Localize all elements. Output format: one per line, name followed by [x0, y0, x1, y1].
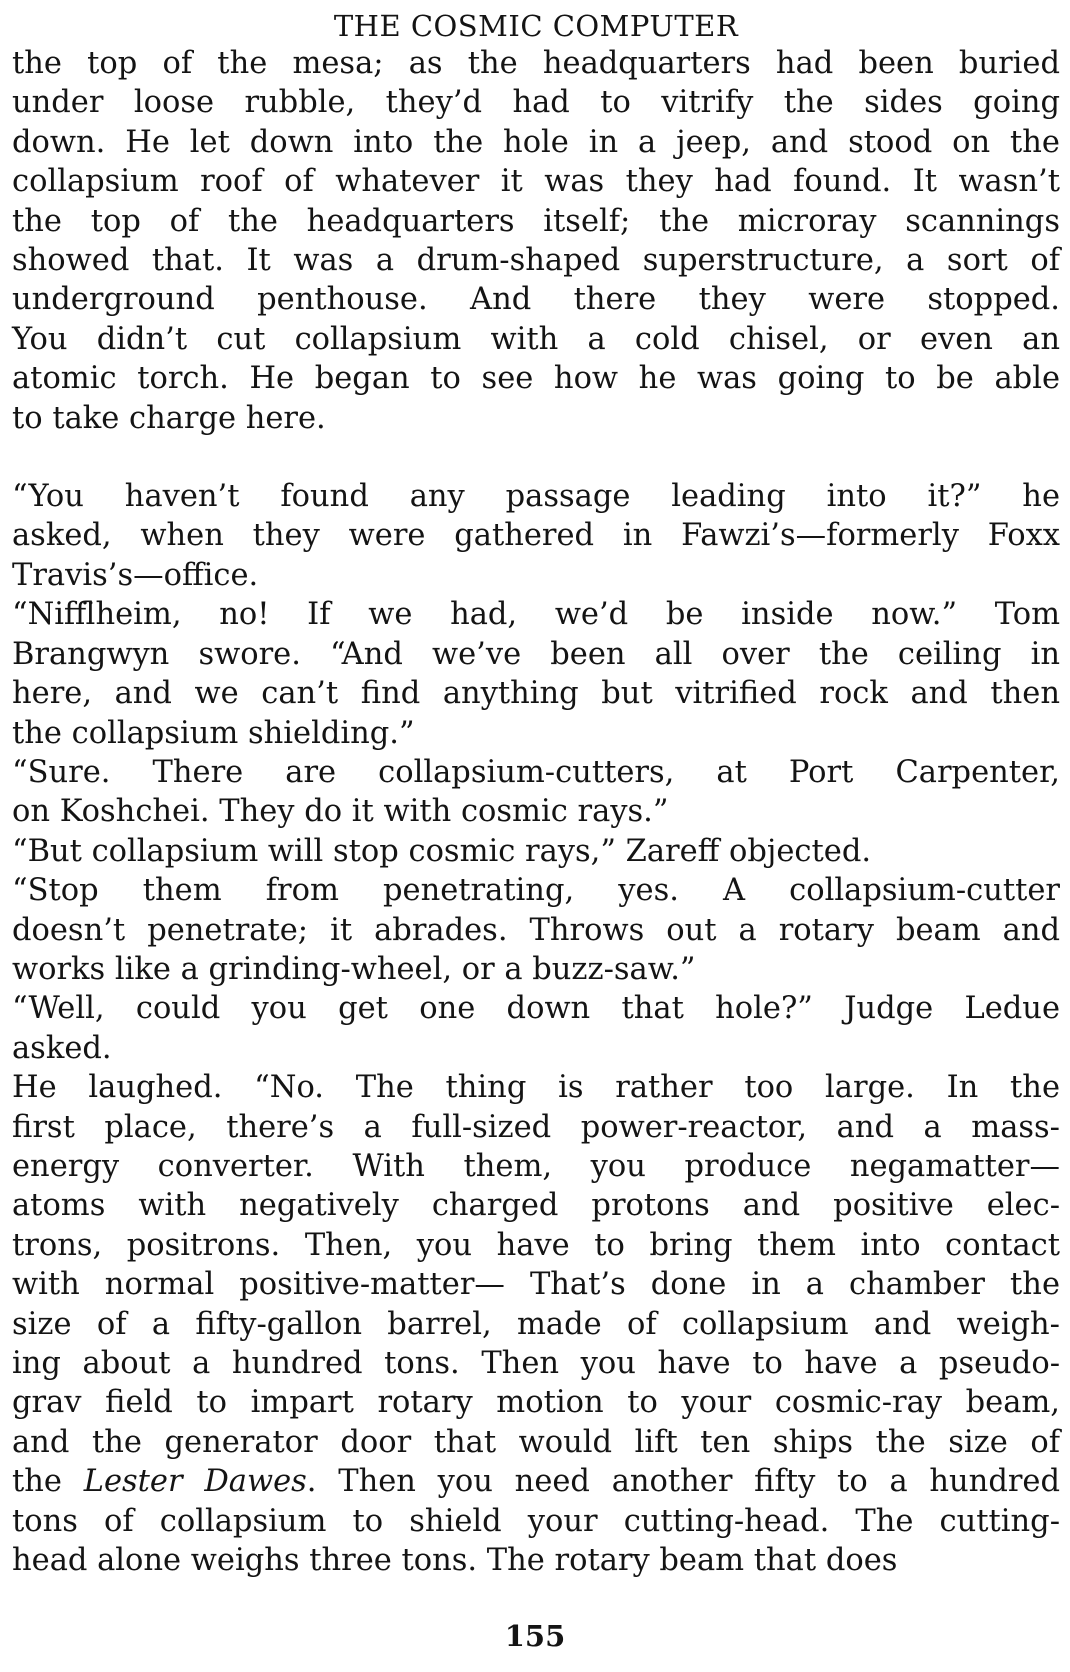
- text-line: atoms with negatively charged protons and positive elec-: [12, 1188, 1060, 1224]
- text-line: down. He let down into the hole in a jeep, and stood on the: [12, 124, 1060, 160]
- text-line: Travis’s—office.: [12, 557, 259, 593]
- paragraph: [12, 871, 1060, 989]
- text-line: first place, there’s a full-sized power-reactor, and a mass-: [12, 1109, 1060, 1145]
- text-line: works like a grinding-wheel, or a buzz-saw.”: [12, 951, 696, 987]
- text-line: asked, when they were gathered in Fawzi’s—formerly Foxx: [12, 518, 1060, 554]
- text-line: He laughed. “No. The thing is rather too large. In the: [12, 1070, 1060, 1106]
- text-line: “But collapsium will stop cosmic rays,” Zareff objected.: [12, 833, 872, 869]
- paragraph: [12, 989, 1060, 1068]
- text-line: and the generator door that would lift ten ships the size of: [12, 1424, 1060, 1460]
- text-line: tons of collapsium to shield your cutting-head. The cutting-: [12, 1503, 1060, 1539]
- text-line: under loose rubble, they’d had to vitrify the sides going: [12, 85, 1060, 121]
- text-line: atomic torch. He began to see how he was going to be able: [12, 361, 1060, 397]
- paragraph: [12, 832, 1060, 871]
- text-line: “Stop them from penetrating, yes. A collapsium-cutter: [12, 873, 1060, 909]
- text-line: energy converter. With them, you produce negamatter—: [12, 1148, 1060, 1184]
- text-line: “You haven’t found any passage leading into it?” he: [12, 479, 1060, 515]
- text-line: with normal positive-matter— That’s done in a chamber the: [12, 1267, 1060, 1303]
- page-number: 155: [504, 1619, 566, 1653]
- text-line: the top of the mesa; as the headquarters had been buried: [12, 46, 1060, 81]
- text-line: on Koshchei. They do it with cosmic rays.”: [12, 794, 669, 830]
- text-line: trons, positrons. Then, you have to bring them into contact: [12, 1227, 1060, 1263]
- text-line: the top of the headquarters itself; the microray scannings: [12, 203, 1060, 239]
- text-line: the Lester Dawes. Then you need another fifty to a hundred: [12, 1464, 1060, 1500]
- paragraph: [12, 1068, 1060, 1580]
- text-line: size of a fifty-gallon barrel, made of collapsium and weigh-: [12, 1306, 1060, 1342]
- text-line: underground penthouse. And there they were stopped.: [12, 282, 1060, 318]
- paragraph: [12, 753, 1060, 832]
- text-line: Brangwyn swore. “And we’ve been all over the ceiling in: [12, 636, 1060, 672]
- paragraph: [12, 595, 1060, 753]
- text-line: “Well, could you get one down that hole?” Judge Ledue: [12, 991, 1060, 1027]
- text-line: You didn’t cut collapsium with a cold chisel, or even an: [12, 321, 1060, 357]
- text-line: “Niffl̈heim, no! If we had, we’d be inside now.” Tom: [12, 597, 1060, 633]
- text-line: here, and we can’t find anything but vitrified rock and then: [12, 676, 1060, 712]
- text-line: showed that. It was a drum-shaped superstructure, a sort of: [12, 243, 1060, 279]
- text-line: ing about a hundred tons. Then you have to have a pseudo-: [12, 1346, 1060, 1381]
- paragraph: [12, 477, 1060, 595]
- text-line: collapsium roof of whatever it was they had found. It wasn’t: [12, 164, 1060, 200]
- paragraph: [12, 44, 1060, 438]
- text-line: to take charge here.: [12, 400, 326, 436]
- text-line: asked.: [12, 1030, 112, 1066]
- text-line: head alone weighs three tons. The rotary beam that does: [12, 1543, 898, 1579]
- body-text: [12, 44, 1060, 1580]
- text-line: grav field to impart rotary motion to your cosmic-ray beam,: [12, 1385, 1060, 1421]
- text-line: “Sure. There are collapsium-cutters, at Port Carpenter,: [12, 754, 1060, 790]
- text-line: doesn’t penetrate; it abrades. Throws out a rotary beam and: [12, 912, 1060, 948]
- running-head: THE COSMIC COMPUTER: [333, 9, 739, 43]
- text-line: the collapsium shielding.”: [12, 715, 415, 751]
